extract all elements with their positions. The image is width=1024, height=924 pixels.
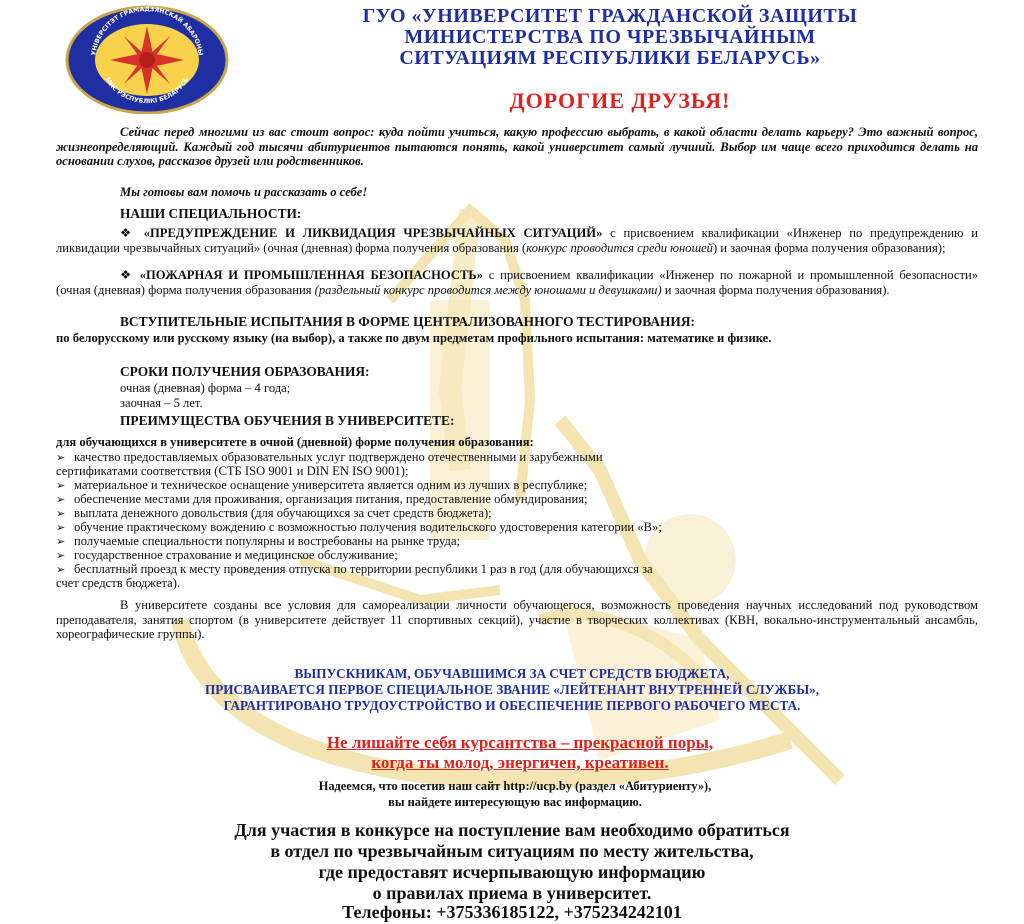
arrow-bullet-icon: ➢: [56, 508, 66, 520]
slogan-line-2: когда ты молод, энергичен, креативен.: [371, 753, 669, 772]
advantage-item-text: обучение практическому вождению с возможностью получения водительского удостоверения категории «В»;: [74, 520, 662, 534]
terms-heading: СРОКИ ПОЛУЧЕНИЯ ОБРАЗОВАНИЯ:: [120, 364, 370, 379]
specialty-1-text-b: ) и заочная форма получения образования);: [712, 240, 946, 255]
specialties-heading: НАШИ СПЕЦИАЛЬНОСТИ:: [120, 206, 302, 221]
advantage-item-text: материальное и техническое оснащение университета является одним из лучших в республике;: [74, 478, 588, 492]
contact-line-1: Для участия в конкурсе на поступление вам необходимо обратиться: [234, 820, 790, 840]
advantage-item-text: качество предоставляемых образовательных услуг подтверждено отечественными и зарубежными: [74, 450, 603, 464]
logo-text-top: УНІВЕРСІТЭТ ГРАМАДЗЯНСКАЙ АБАРОНЫ: [90, 5, 204, 57]
diamond-bullet-icon: ❖: [120, 226, 144, 240]
specialty-1: [56, 226, 978, 255]
specialty-1-note: конкурс проводится среди юношей: [526, 240, 713, 255]
advantage-item-text: выплата денежного довольствия (для обучающихся за счет средств бюджета);: [74, 506, 492, 520]
contact-line-4: о правилах приема в университет.: [372, 883, 652, 903]
arrow-bullet-icon: ➢: [56, 480, 66, 492]
university-emblem-logo: [62, 4, 232, 114]
diamond-bullet-icon: ❖: [120, 268, 140, 282]
org-title-line-3: СИТУАЦИЯМ РЕСПУБЛИКИ БЕЛАРУСЬ»: [399, 47, 821, 69]
arrow-bullet-icon: ➢: [56, 522, 66, 534]
exams-text: по белорусскому или русскому языку (на выбор), а также по двум предметам профильного испытания: математике и физике.: [56, 331, 772, 345]
conditions-paragraph: В университете созданы все условия для самореализации личности обучающегося, возможность проведения научных исследований под руководством преподавателя, занятия спортом (в университете действует 11 спортивных секций), участие в творческих коллективах (КВН, вокально-инструментальный ансамбль, хореографические группы).: [56, 598, 978, 642]
specialty-2-text-b: и заочная форма получения образования).: [661, 282, 890, 297]
terms-part-time: заочная – 5 лет.: [120, 396, 203, 410]
advantage-item-text: получаемые специальности популярны и востребованы на рынке труда;: [74, 534, 461, 548]
advantage-item-8-cont: счет средств бюджета).: [56, 576, 181, 590]
arrow-bullet-icon: ➢: [56, 494, 66, 506]
contact-line-3: где предоставят исчерпывающую информацию: [318, 862, 706, 882]
org-title-line-2: МИНИСТЕРСТВА ПО ЧРЕЗВЫЧАЙНЫМ: [404, 26, 816, 48]
slogan-line-1: Не лишайте себя курсантства – прекрасной поры,: [326, 733, 714, 752]
org-title-line-1: ГУО «УНИВЕРСИТЕТ ГРАЖДАНСКОЙ ЗАЩИТЫ: [362, 5, 858, 27]
arrow-bullet-icon: ➢: [56, 564, 66, 576]
advantages-subheading: для обучающихся в университете в очной (дневной) форме получения образования:: [56, 435, 534, 449]
arrow-bullet-icon: ➢: [56, 550, 66, 562]
terms-full-time: очная (дневная) форма – 4 года;: [120, 381, 291, 395]
arrow-bullet-icon: ➢: [56, 452, 66, 464]
exams-heading: ВСТУПИТЕЛЬНЫЕ ИСПЫТАНИЯ В ФОРМЕ ЦЕНТРАЛИЗОВАННОГО ТЕСТИРОВАНИЯ:: [120, 314, 695, 329]
advantages-heading: ПРЕИМУЩЕСТВА ОБУЧЕНИЯ В УНИВЕРСИТЕТЕ:: [120, 413, 455, 428]
contact-phones: Телефоны: +375336185122, +375234242101: [342, 902, 682, 922]
arrow-bullet-icon: ➢: [56, 536, 66, 548]
intro-offer: Мы готовы вам помочь и рассказать о себе!: [120, 185, 368, 199]
advantage-item-text: бесплатный проезд к месту проведения отпуска по территории республики 1 раз в год (для обучающихся за: [74, 562, 653, 576]
logo-text-bottom: МНС РЭСПУБЛІКІ БЕЛАРУСЬ: [103, 76, 191, 106]
advantage-item-1-cont: сертификатами соответствия (СТБ ISO 9001 и DIN EN ISO 9001);: [56, 464, 409, 478]
graduates-line-3: ГАРАНТИРОВАНО ТРУДОУСТРОЙСТВО И ОБЕСПЕЧЕНИЕ ПЕРВОГО РАБОЧЕГО МЕСТА.: [223, 698, 801, 713]
contact-line-2: в отдел по чрезвычайным ситуациям по месту жительства,: [270, 841, 754, 861]
advantage-item-text: государственное страхование и медицинское обслуживание;: [74, 548, 398, 562]
site-line-2: вы найдете интересующую вас информацию.: [388, 795, 642, 809]
site-line-1: Надеемся, что посетив наш сайт http://ucp.by (раздел «Абитуриенту»),: [318, 779, 712, 793]
graduates-line-2: ПРИСВАИВАЕТСЯ ПЕРВОЕ СПЕЦИАЛЬНОЕ ЗВАНИЕ «ЛЕЙТЕНАНТ ВНУТРЕННЕЙ СЛУЖБЫ»,: [204, 682, 820, 697]
specialty-1-title: «ПРЕДУПРЕЖДЕНИЕ И ЛИКВИДАЦИЯ ЧРЕЗВЫЧАЙНЫХ СИТУАЦИЙ»: [143, 226, 603, 240]
specialty-2: [56, 268, 978, 297]
greeting-heading: ДОРОГИЕ ДРУЗЬЯ!: [509, 88, 731, 113]
graduates-line-1: ВЫПУСКНИКАМ, ОБУЧАВШИМСЯ ЗА СЧЕТ СРЕДСТВ БЮДЖЕТА,: [294, 666, 730, 681]
specialty-2-title: «ПОЖАРНАЯ И ПРОМЫШЛЕННАЯ БЕЗОПАСНОСТЬ»: [139, 268, 483, 282]
intro-paragraph: Сейчас перед многими из вас стоит вопрос: куда пойти учиться, какую профессию выбрать, в какой области делать карьеру? Это важный вопрос, жизнеопределяющий. Каждый год тысячи абитуриентов пытаются понять, какой университет самый лучший. Выбор им чаще всего приходится делать на основании слухов, рассказов друзей или родственников.: [56, 125, 978, 169]
specialty-2-note: (раздельный конкурс проводится между юношами и девушками): [314, 282, 662, 297]
advantage-item-text: обеспечение местами для проживания, организация питания, предоставление обмундирования;: [74, 492, 588, 506]
specialty-1-text-a: с присвоением квалификации «Инженер по предупреждению и ликвидации чрезвычайных ситуаций» (очная (дневная) форма получения образования (: [56, 226, 978, 255]
specialty-2-text-a: с присвоением квалификации «Инженер по пожарной и промышленной безопасности» (очная (дневная) форма получения образования: [56, 268, 978, 297]
